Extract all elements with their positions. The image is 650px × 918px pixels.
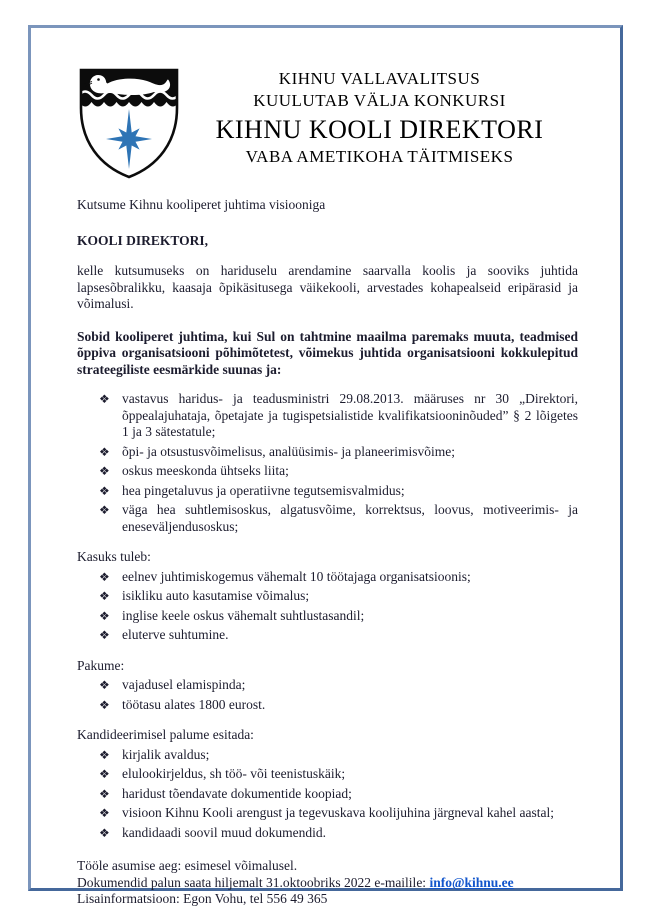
section-heading-offer: Pakume: bbox=[77, 657, 125, 673]
diamond-bullet-icon: ❖ bbox=[99, 589, 110, 603]
list-item bbox=[77, 805, 578, 822]
footer bbox=[77, 858, 578, 908]
list-item bbox=[77, 627, 578, 644]
list-item-text: töötasu alates 1800 eurost. bbox=[122, 696, 266, 712]
list-item-text: elulookirjeldus, sh töö- või teenistuskäik; bbox=[122, 766, 346, 781]
contact-line: Lisainformatsioon: Egon Vohu, tel 556 49 365 bbox=[77, 891, 328, 906]
list-item-text: vajadusel elamispinda; bbox=[122, 677, 246, 692]
list-item-text: väga hea suhtlemisoskus, algatusvõime, korrektsus, loovus, motiveerimis- ja eneseväljendusoskus; bbox=[122, 502, 578, 534]
benefits-list bbox=[77, 569, 578, 644]
list-item-text: eluterve suhtumine. bbox=[122, 627, 229, 642]
list-item bbox=[77, 608, 578, 625]
org-name-line: KIHNU VALLAVALITSUS bbox=[278, 69, 481, 88]
list-item bbox=[77, 697, 578, 714]
list-item bbox=[77, 444, 578, 461]
list-item-text: vastavus haridus- ja teadusministri 29.08.2013. määruses nr 30 „Direktori, õppealajuhataja, õpetajate ja tugispetsialistide kvalifikatsiooninõuded” § 2 lõigetes 1 ja 3 sätestatule; bbox=[122, 391, 578, 439]
requirements-list bbox=[77, 391, 578, 535]
diamond-bullet-icon: ❖ bbox=[99, 697, 110, 712]
list-item-text: hea pingetaluvus ja operatiivne tegutsemisvalmidus; bbox=[122, 482, 405, 498]
section-heading-application: Kandideerimisel palume esitada: bbox=[77, 727, 254, 742]
diamond-bullet-icon: ❖ bbox=[99, 747, 110, 762]
kihnu-coat-of-arms-icon bbox=[77, 66, 181, 180]
deadline-line bbox=[77, 875, 578, 892]
diamond-bullet-icon: ❖ bbox=[99, 678, 110, 692]
diamond-bullet-icon: ❖ bbox=[99, 767, 110, 781]
page-subtitle: VABA AMETIKOHA TÄITMISEKS bbox=[245, 147, 514, 166]
diamond-bullet-icon: ❖ bbox=[99, 608, 110, 623]
list-item bbox=[77, 463, 578, 480]
document-body bbox=[31, 28, 620, 908]
list-item-text: oskus meeskonda ühtseks liita; bbox=[122, 463, 289, 478]
list-item-text: õpi- ja otsustusvõimelisus, analüüsimis- ja planeerimisvõime; bbox=[122, 443, 455, 459]
diamond-bullet-icon: ❖ bbox=[99, 392, 110, 406]
list-item bbox=[77, 502, 578, 535]
announcement-line: KUULUTAB VÄLJA KONKURSI bbox=[253, 91, 506, 110]
list-item bbox=[77, 677, 578, 694]
offer-list bbox=[77, 677, 578, 713]
list-item-text: inglise keele oskus vähemalt suhtlustasandil; bbox=[122, 607, 365, 623]
diamond-bullet-icon: ❖ bbox=[99, 628, 110, 642]
diamond-bullet-icon: ❖ bbox=[99, 483, 110, 498]
masthead-titles bbox=[181, 66, 578, 168]
diamond-bullet-icon: ❖ bbox=[99, 503, 110, 517]
intro-line: Kutsume Kihnu kooliperet juhtima visiooniga bbox=[77, 197, 326, 212]
list-item-text: kandidaadi soovil muud dokumendid. bbox=[122, 824, 326, 840]
diamond-bullet-icon: ❖ bbox=[99, 464, 110, 478]
page-title: KIHNU KOOLI DIREKTORI bbox=[215, 115, 544, 144]
list-item bbox=[77, 766, 578, 783]
list-item-text: haridust tõendavate dokumentide koopiad; bbox=[122, 785, 352, 801]
masthead bbox=[77, 66, 578, 180]
list-item bbox=[77, 786, 578, 803]
diamond-bullet-icon: ❖ bbox=[99, 825, 110, 840]
list-item-text: isikliku auto kasutamise võimalus; bbox=[122, 588, 310, 603]
list-item bbox=[77, 569, 578, 586]
list-item-text: visioon Kihnu Kooli arengust ja tegevuskava koolijuhina järgneval kahel aastal; bbox=[122, 805, 555, 820]
diamond-bullet-icon: ❖ bbox=[99, 786, 110, 801]
list-item bbox=[77, 825, 578, 842]
section-heading-benefits: Kasuks tuleb: bbox=[77, 549, 151, 564]
application-list bbox=[77, 747, 578, 842]
list-item bbox=[77, 483, 578, 500]
deadline-text: Dokumendid palun saata hiljemalt 31.oktoobriks 2022 e-mailile: bbox=[77, 874, 430, 890]
list-item bbox=[77, 391, 578, 441]
diamond-bullet-icon: ❖ bbox=[99, 806, 110, 820]
role-paragraph: kelle kutsumuseks on hariduselu arendamine saarvalla koolis ja sooviks juhtida lapsesõbralikku, kaasaja õpikäsitusega väikekooli, arvestades kohapealseid eripärasid ja võimalusi. bbox=[77, 263, 578, 311]
diamond-bullet-icon: ❖ bbox=[99, 444, 110, 459]
fit-paragraph: Sobid kooliperet juhtima, kui Sul on tahtmine maailma paremaks muuta, teadmised õppiva organisatsiooni põhimõtetest, võimekus juhtida organisatsiooni kokkulepitud strateegiliste eesmärkide suunas ja: bbox=[77, 328, 578, 377]
role-heading: KOOLI DIREKTORI, bbox=[77, 232, 209, 248]
list-item-text: kirjalik avaldus; bbox=[122, 746, 210, 762]
start-date-line: Tööle asumise aeg: esimesel võimalusel. bbox=[77, 858, 298, 873]
list-item-text: eelnev juhtimiskogemus vähemalt 10 töötajaga organisatsioonis; bbox=[122, 568, 471, 584]
diamond-bullet-icon: ❖ bbox=[99, 569, 110, 584]
list-item bbox=[77, 588, 578, 605]
email-link[interactable]: info@kihnu.ee bbox=[429, 874, 514, 890]
list-item bbox=[77, 747, 578, 764]
page-border bbox=[28, 25, 623, 906]
